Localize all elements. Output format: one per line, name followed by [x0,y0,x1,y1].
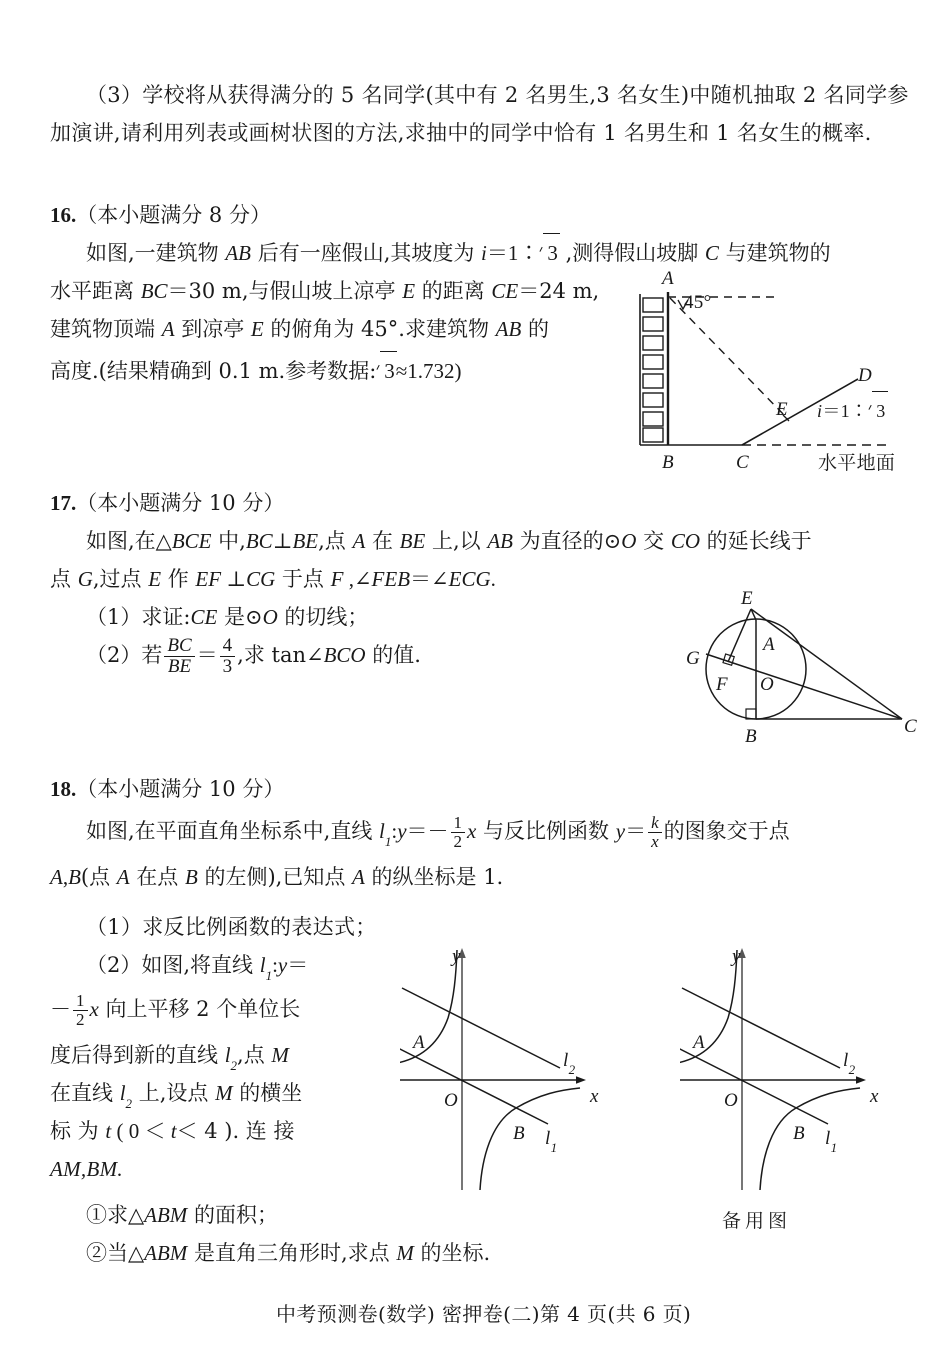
q16-fig-slope: i＝1∶ 3 [817,392,887,430]
q17-fig-label-G: G [686,648,701,669]
q18-item2 [86,1234,490,1272]
q18-fig2-x-axis-label: x [870,1086,879,1107]
q17-s1-b: 是⊙ [217,605,263,629]
q16-l3-E: E [250,317,264,341]
q18-s2-l1-y: y [277,953,288,977]
q18-l1-d: 与反比例函数 [476,819,616,843]
q18-sub2-line5 [50,1112,294,1150]
q18-fig1-label-B: B [513,1123,525,1144]
q17-fig-label-F: F [716,674,728,695]
q18-s2-l4-sub: 2 [125,1096,133,1112]
q16-l2-BC: BC [140,279,168,303]
q18-l2-A: A [50,865,63,889]
q17-s2-r-den: 3 [220,656,236,677]
q16-fig-angle: 45° [684,292,712,313]
q16-fig-label-C: C [736,452,749,473]
q18-l1-b: : [391,819,398,843]
q17-s1-a: （1）求证: [86,605,191,629]
q16-line4 [50,352,462,390]
q16-l1-ab: AB [225,241,252,265]
q18-fig1-label-l1: $l_1$ [545,1128,558,1155]
q17-l2-d: ⊥ [221,567,247,591]
q17-l2-h: . [490,567,496,591]
q18-fig2-label-l2: $l_2$ [843,1050,856,1077]
q17-l1-b: 中, [211,529,246,553]
q18-fig2-caption: 备用图 [722,1210,792,1232]
q16-l2-d: ＝24 m, [518,279,600,303]
q18-fig1-label-A: A [413,1032,425,1053]
q18-heading [50,770,284,808]
q18-i2-ABM: ABM [144,1241,188,1265]
q18-sub1: （1）求反比例函数的表达式； [86,915,377,939]
q18-s2-l2-fn: 1 [76,990,85,1010]
q18-l1-fd: 2 [451,832,466,851]
q17-s2-BCO: BCO [323,643,366,667]
q17-s2-b: ,求 tan∠ [237,643,324,667]
q18-s2-l2-b: 向上平移 2 个单位长 [98,997,301,1021]
q18-s2-l3-l2: l [224,1043,231,1067]
q16-l3-a: 建筑物顶端 [50,317,162,341]
q17-l1-BE2: BE [399,529,426,553]
q18-l2-comma: , [62,865,69,889]
q17-figure [688,586,928,746]
q17-l2-F: F [330,567,344,591]
q18-item1 [86,1196,278,1234]
q18-s2-l5-t2: t [170,1119,177,1143]
q17-l1-BC: BC [245,529,273,553]
q16-l3-b: 到凉亭 [174,317,251,341]
q17-s2-r-num: 4 [222,634,233,656]
q18-figure-2 [680,942,910,1232]
q18-s2-l4-M: M [215,1081,233,1105]
q17-fig-label-O: O [760,674,775,695]
q18-fig2-y-axis-label: y [732,946,741,967]
q17-fig-label-C: C [904,716,917,737]
q17-l1-BCE: BCE [171,529,212,553]
q17-l1-d: ,点 [318,529,353,553]
q18-s2-l4-a: 在直线 [50,1081,120,1105]
q18-l1-a: 如图,在平面直角坐标系中,直线 [86,819,380,843]
q17-l2-c: 作 [161,567,196,591]
q16-score: （本小题满分 8 分） [76,203,271,227]
q18-s2-l1-sub: 1 [265,968,273,984]
q17-l2-E: E [148,567,162,591]
q18-l2-B2: B [184,865,198,889]
q18-i1-ABM: ABM [144,1203,188,1227]
q17-s1-c: 的切线； [277,605,369,629]
q18-fig1-y-axis-label: y [452,946,461,967]
q15-part3-line2: 加演讲,请利用列表或画树状图的方法,求抽中的同学中恰有 1 名男生和 1 名女生的概率. [50,121,872,145]
q17-l1-h: 交 [636,529,671,553]
q16-l2-CE: CE [491,279,519,303]
q16-l4-b: ≈1.732) [395,359,462,383]
q18-l1-y2: y [615,819,626,843]
q16-l3-A: A [161,317,175,341]
q18-fig2-label-A: A [693,1032,705,1053]
q16-l1-d: ,测得假山坡脚 [558,241,705,265]
q16-line1 [86,234,831,272]
q18-l1-kd: x [648,832,662,851]
q16-fig-ground-label: 水平地面 [818,452,896,474]
q17-l2-EF: EF [195,567,222,591]
q16-l4-sqrt: 3 [384,359,395,383]
q18-s2-l5-t: t [105,1119,112,1143]
page-footer: 中考预测卷(数学) 密押卷(二)第 4 页(共 6 页) [276,1302,692,1326]
q17-l2-a: 点 [50,567,78,591]
q17-sub1 [86,598,368,636]
q18-i2-M: M [396,1241,414,1265]
q18-fig1-label-l2: $l_2$ [563,1050,576,1077]
q18-l1-l1: l [379,819,385,843]
q17-s2-eq: ＝ [196,643,218,667]
q18-i2-a: ②当△ [86,1241,145,1265]
q18-l1-l1sub: 1 [384,834,392,850]
q18-s2-l1-l: l [259,953,266,977]
q17-l1-BE: BE [292,529,319,553]
q18-s2-l2-a: － [50,997,71,1021]
q18-line1 [86,812,790,858]
q16-figure [626,268,936,474]
q18-l2-f: 的纵坐标是 1. [364,865,504,889]
q17-s2-frac-den: BE [164,656,194,677]
q18-s2-l5-c: ＜ 4 ). 连 接 [176,1119,295,1143]
q17-l1-a: 如图,在△ [86,529,172,553]
q17-l2-f: ,∠ [343,567,372,591]
q17-l2-b: ,过点 [92,567,149,591]
q17-line2 [50,560,496,598]
q16-l1-a: 如图,一建筑物 [86,241,226,265]
q18-sub2-line6: AM,BM. [50,1157,123,1181]
q18-fig2-origin-label: O [724,1090,739,1111]
q18-l1-kn: k [651,812,659,832]
q16-l2-b: ＝30 m,与假山坡上凉亭 [167,279,403,303]
q17-l1-e: 在 [365,529,400,553]
q17-sub2 [86,636,421,678]
q18-s2-l4-c: 的横坐 [232,1081,303,1105]
q18-s2-l4-l2: l [119,1081,126,1105]
q16-l1-C: C [704,241,719,265]
q17-fig-label-A: A [763,634,775,655]
q17-s1-O: O [262,605,278,629]
q18-s2-l3-M: M [271,1043,289,1067]
q17-l1-O: O [621,529,637,553]
q17-l1-A: A [352,529,366,553]
q16-line2 [50,272,599,310]
q16-l2-c: 的距离 [415,279,492,303]
q16-l3-c: 的俯角为 45°.求建筑物 [263,317,496,341]
q18-s2-l2-x: x [89,997,99,1021]
q17-l1-CO: CO [670,529,700,553]
q16-fig-label-D: D [858,365,873,386]
q18-s2-l5-a: 标 为 [50,1119,106,1143]
q17-l2-g: ＝∠ [410,567,449,591]
q18-fig1-x-axis-label: x [590,1086,599,1107]
q17-heading [50,484,284,522]
q18-l1-y: y [397,819,407,843]
q18-l2-A3: A [352,865,365,889]
q16-line3 [50,310,549,348]
q18-sub2-line2 [50,990,300,1030]
q18-l2-A2: A [116,865,130,889]
q17-l2-ECG: ECG [448,567,491,591]
q18-i2-c: 的坐标. [413,1241,491,1265]
q16-number: 16. [50,203,77,227]
q18-s2-l3-b: ,点 [237,1043,272,1067]
q18-score: （本小题满分 10 分） [76,777,285,801]
q18-number: 18. [50,777,77,801]
q18-fig1-origin-label: O [444,1090,459,1111]
q16-l1-c: ＝1∶ [486,241,540,265]
q17-fig-label-B: B [745,726,757,747]
q17-s2-frac-num: BC [167,634,192,656]
q17-l1-c: ⊥ [272,529,293,553]
q18-l2-c: (点 [80,865,117,889]
q16-l1-b: 后有一座假山,其坡度为 [251,241,482,265]
q16-heading [50,196,271,234]
q16-fig-label-E: E [776,399,788,420]
q18-l2-e: 的左侧),已知点 [197,865,353,889]
q18-line2 [50,858,503,896]
q18-s2-l2-fd: 2 [73,1010,88,1029]
q18-fig2-label-B: B [793,1123,805,1144]
q18-sub2-line1 [86,946,308,992]
q17-l2-G: G [77,567,93,591]
q18-l1-fn: 1 [453,812,463,832]
q17-l1-i: 的延长线于 [700,529,812,553]
q18-s2-l1-b: : [272,953,278,977]
q18-s2-l1-a: （2）如图,将直线 [86,953,260,977]
q16-l3-AB: AB [495,317,522,341]
q16-l1-sqrt: 3 [547,241,558,265]
q15-part3-line1: （3）学校将从获得满分的 5 名同学(其中有 2 名男生,3 名女生)中随机抽取 2 名同学参 [86,83,909,107]
q17-fig-label-E: E [741,588,753,609]
q16-l2-E: E [402,279,416,303]
q17-l2-e: 于点 [275,567,331,591]
q17-l1-f: 上,以 [425,529,488,553]
q16-l4-a: 高度.(结果精确到 0.1 m.参考数据: [50,359,377,383]
q18-i1-b: 的面积； [187,1203,278,1227]
q18-i2-b: 是直角三角形时,求点 [187,1241,397,1265]
q18-l1-e: ＝ [625,819,647,843]
q16-l3-d: 的 [521,317,549,341]
q18-fig2-label-l1: $l_1$ [825,1128,838,1155]
q17-l2-FEB: FEB [371,567,411,591]
q17-line1 [86,522,812,560]
q18-s2-l1-c: ＝ [287,953,309,977]
q18-s2-l3-a: 度后得到新的直线 [50,1043,225,1067]
q16-fig-label-A: A [662,268,674,289]
q17-l2-CG: CG [246,567,276,591]
q18-l1-c: ＝－ [406,819,449,843]
q17-s2-a: （2）若 [86,643,163,667]
q16-l1-e: 与建筑物的 [718,241,831,265]
q18-l2-B: B [68,865,81,889]
q16-l1-i: i [481,241,487,265]
q16-l2-a: 水平距离 [50,279,141,303]
q18-s2-l5-b: ( 0 ＜ [111,1119,171,1143]
q18-s2-l4-b: 上,设点 [132,1081,216,1105]
q18-i1-a: ①求△ [86,1203,145,1227]
q17-score: （本小题满分 10 分） [76,491,285,515]
q17-number: 17. [50,491,77,515]
q17-l1-g: 为直径的⊙ [513,529,622,553]
q18-l1-f: 的图象交于点 [663,819,790,843]
q18-s2-l3-sub: 2 [230,1058,238,1074]
q18-l1-x: x [467,819,477,843]
q18-figure-1 [400,942,630,1192]
q17-s2-c: 的值. [365,643,421,667]
q17-s1-CE: CE [190,605,218,629]
q17-l1-AB: AB [487,529,513,553]
q18-l2-d: 在点 [129,865,185,889]
q16-fig-label-B: B [662,452,674,473]
